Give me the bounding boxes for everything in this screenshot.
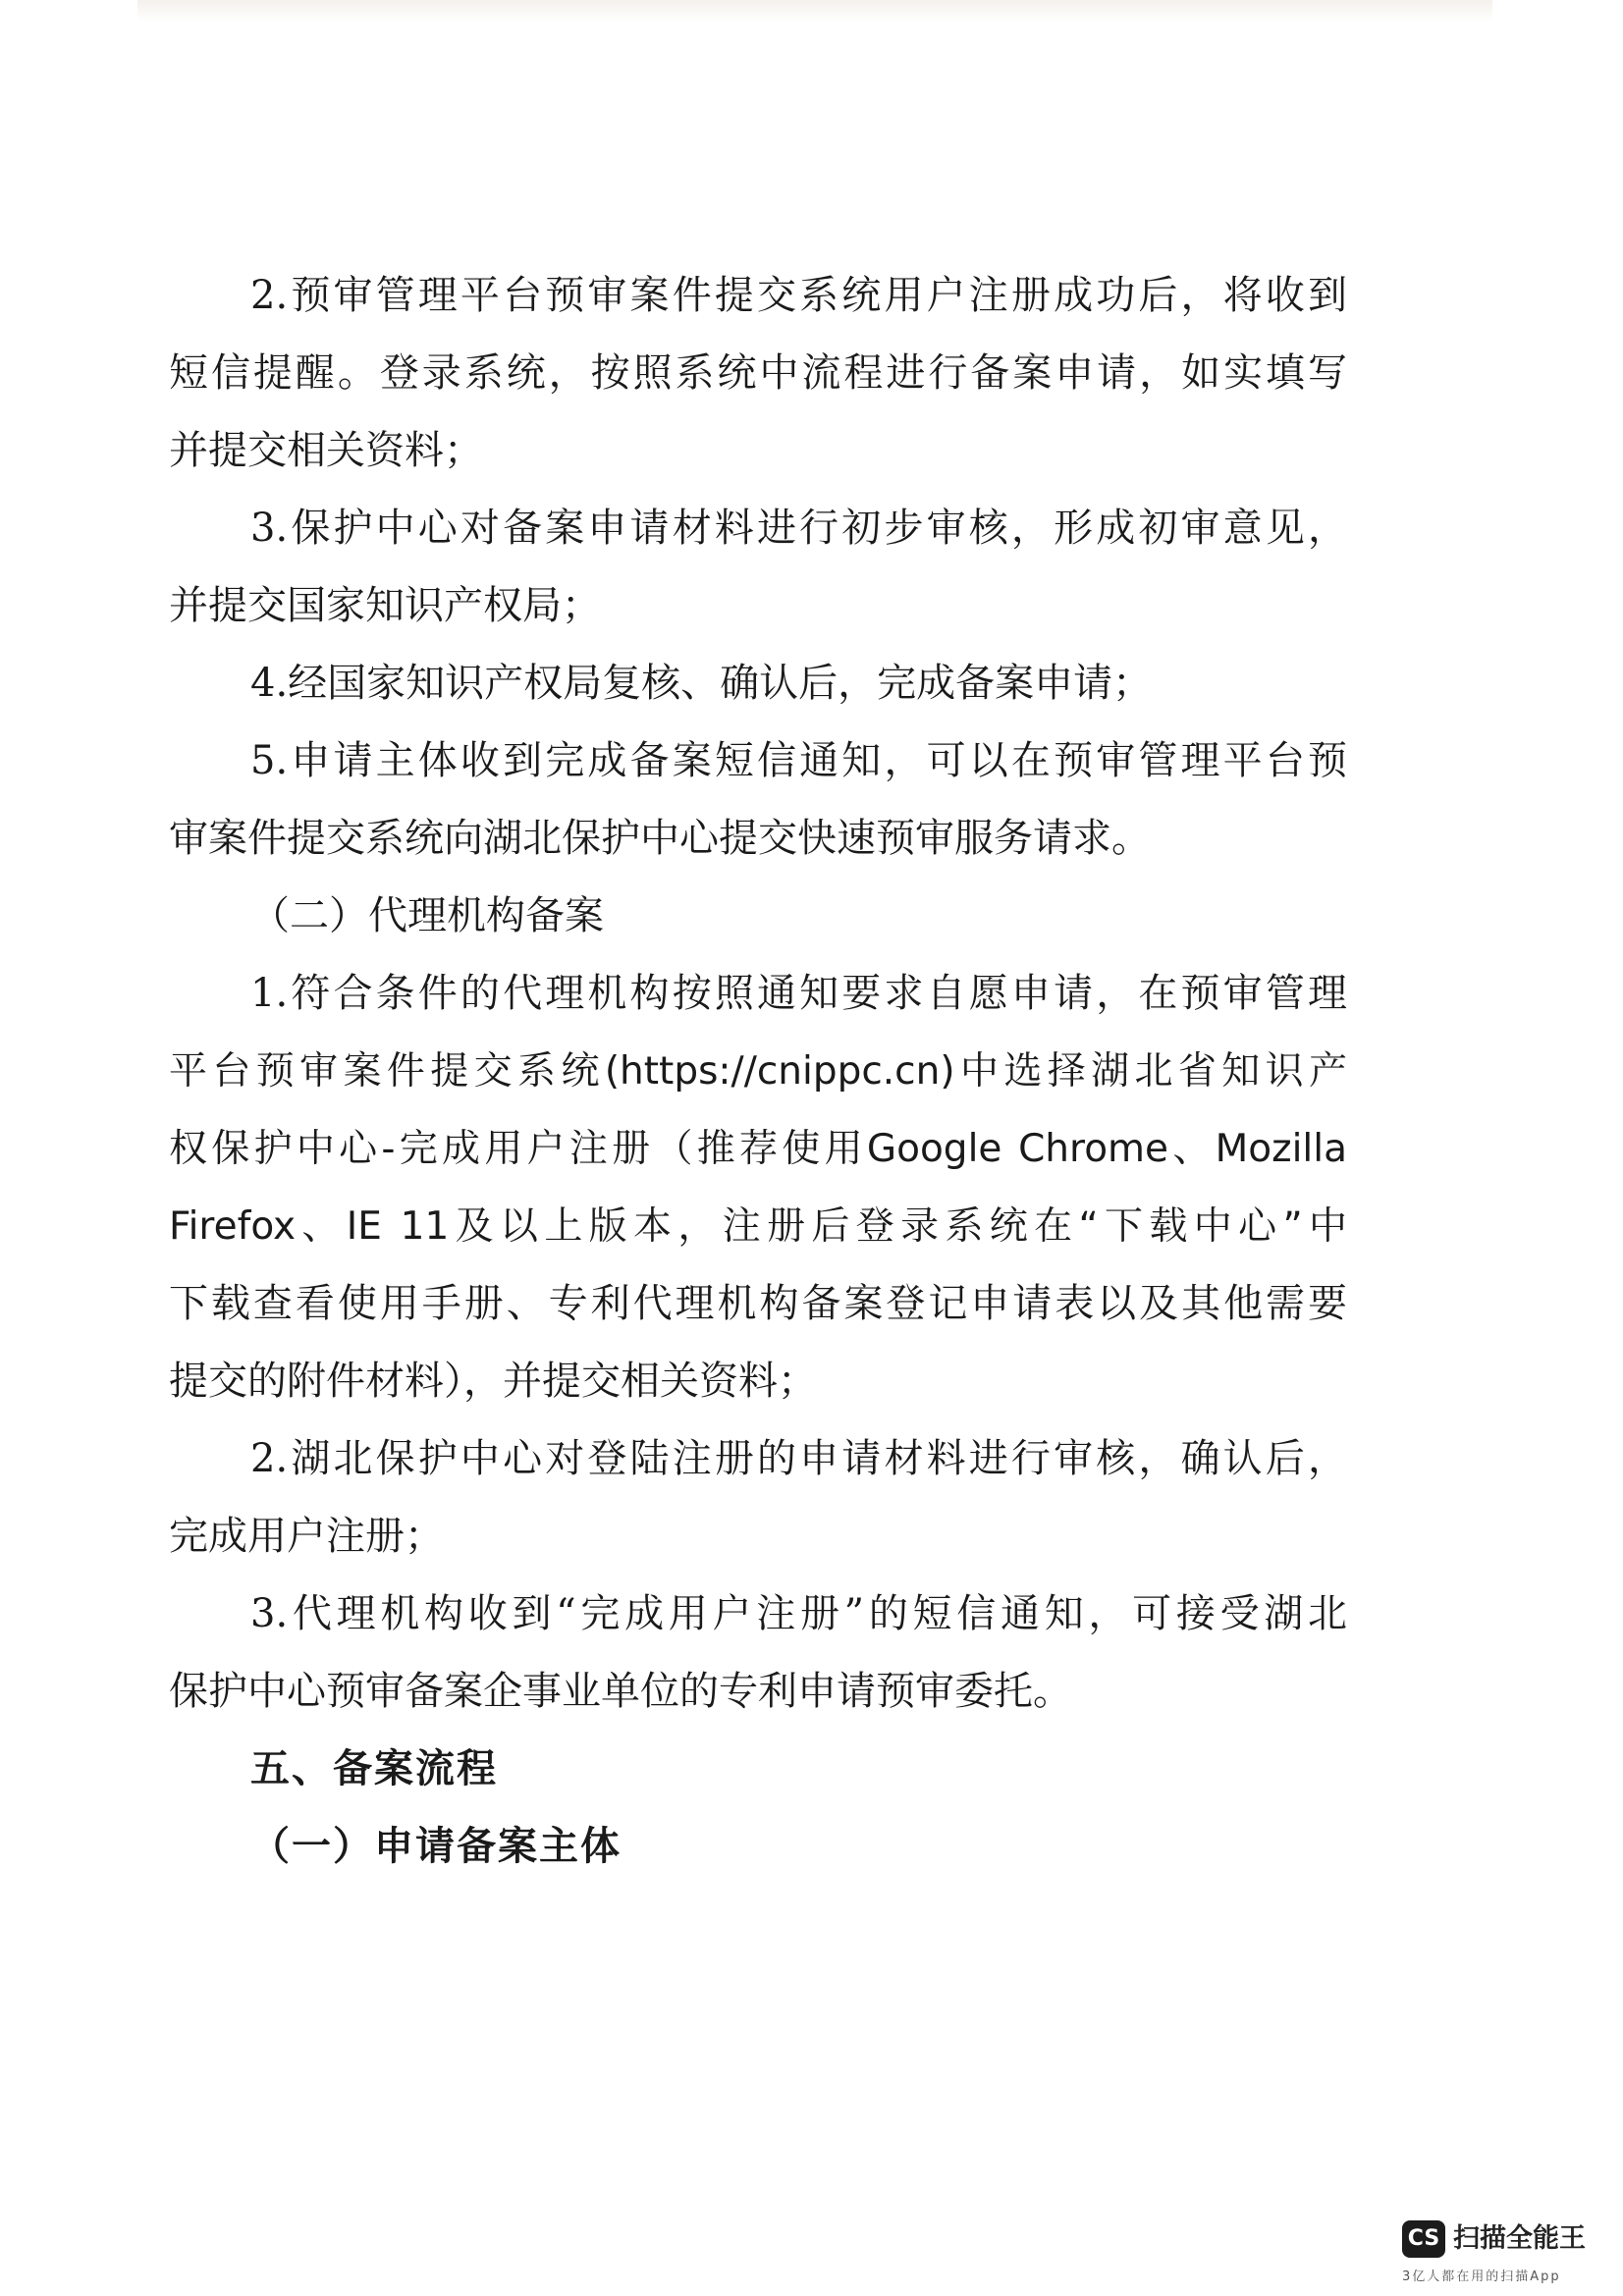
section-subheading: （一）申请备案主体: [250, 1824, 622, 1869]
paragraph-line: 3.代理机构收到“完成用户注册”的短信通知，可接受湖北: [250, 1591, 1347, 1636]
scan-top-edge: [137, 0, 1492, 22]
section-subheading: （二）代理机构备案: [250, 893, 604, 938]
scanner-tagline: 3亿人都在用的扫描App: [1402, 2269, 1561, 2284]
paragraph-line: 2.预审管理平台预审案件提交系统用户注册成功后，将收到: [250, 273, 1347, 318]
paragraph-line: 提交的附件材料），并提交相关资料；: [169, 1359, 817, 1404]
document-body: [169, 257, 1347, 1886]
camscanner-logo-icon: CS: [1402, 2220, 1445, 2258]
paragraph-line: 3.保护中心对备案申请材料进行初步审核，形成初审意见，: [250, 506, 1347, 551]
scanner-watermark: [1402, 2220, 1608, 2289]
paragraph-line: 并提交国家知识产权局；: [169, 583, 601, 628]
paragraph-line: 权保护中心-完成用户注册（推荐使用Google Chrome、Mozilla: [169, 1127, 1347, 1171]
paragraph-line: 2.湖北保护中心对登陆注册的申请材料进行审核，确认后，: [250, 1436, 1347, 1481]
paragraph-line: 1.符合条件的代理机构按照通知要求自愿申请，在预审管理: [250, 971, 1347, 1016]
paragraph-line: 下载查看使用手册、专利代理机构备案登记申请表以及其他需要: [169, 1281, 1347, 1326]
paragraph-line: 审案件提交系统向湖北保护中心提交快速预审服务请求。: [169, 816, 1151, 861]
paragraph-line: Firefox、IE 11及以上版本，注册后登录系统在“下载中心”中: [169, 1204, 1347, 1249]
paragraph-line: 完成用户注册；: [169, 1514, 444, 1559]
paragraph-line: 保护中心预审备案企事业单位的专利申请预审委托。: [169, 1669, 1072, 1714]
paragraph-line: 并提交相关资料；: [169, 428, 483, 473]
section-heading: 五、备案流程: [250, 1746, 498, 1791]
paragraph-line: 4.经国家知识产权局复核、确认后，完成备案申请；: [250, 661, 1153, 706]
paragraph-line: 短信提醒。登录系统，按照系统中流程进行备案申请，如实填写: [169, 350, 1347, 396]
paragraph-line: 平台预审案件提交系统(https://cnippc.cn)中选择湖北省知识产: [169, 1049, 1347, 1094]
paragraph-line: 5.申请主体收到完成备案短信通知，可以在预审管理平台预: [250, 738, 1347, 783]
scanner-app-name: 扫描全能王: [1453, 2223, 1586, 2254]
